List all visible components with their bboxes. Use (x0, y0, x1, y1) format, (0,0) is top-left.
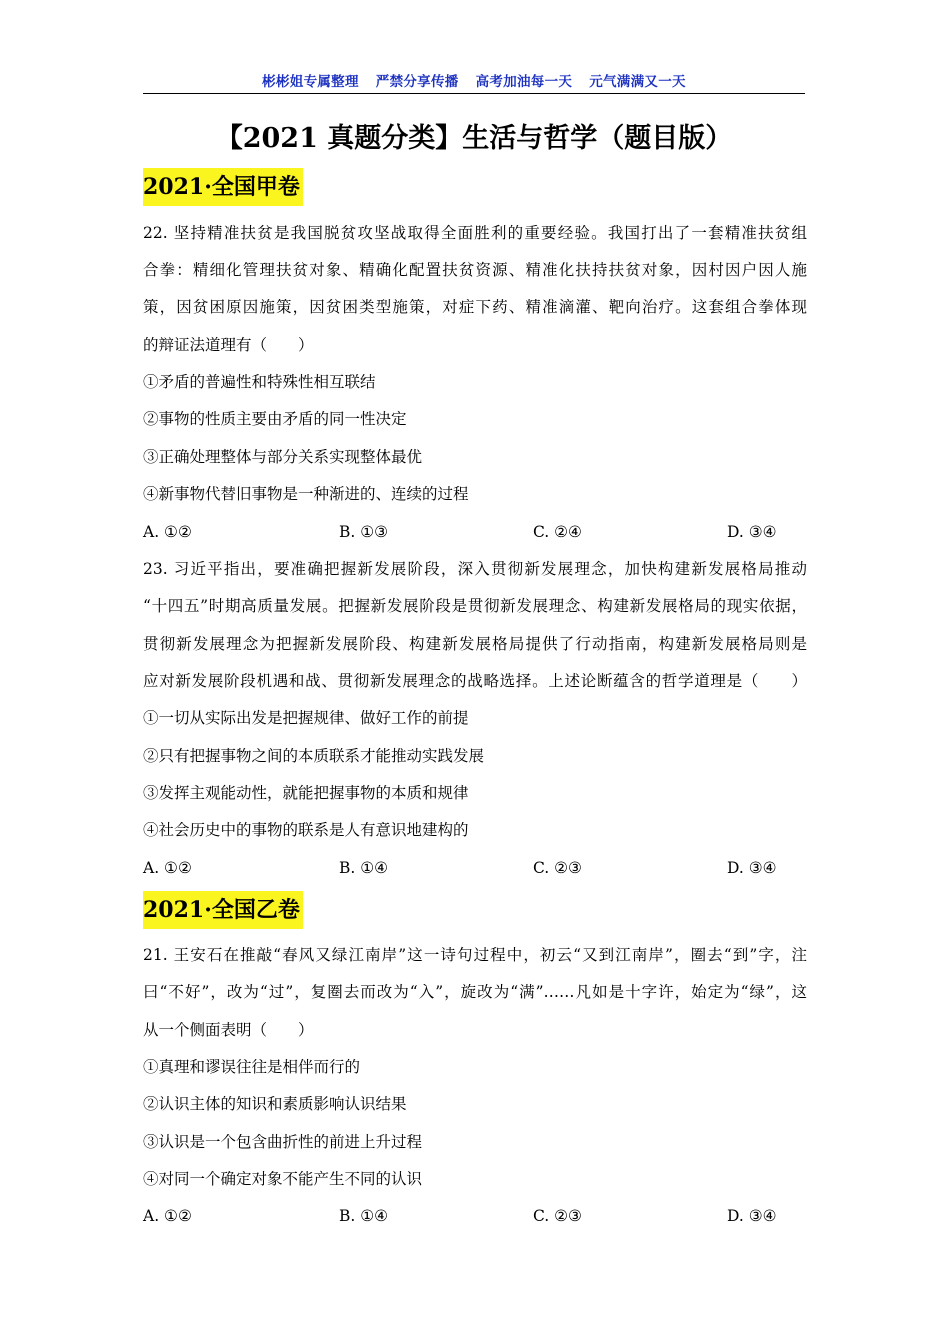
question-21-stem-line: 21. 王安石在推敲“春风又绿江南岸”这一诗句过程中，初云“又到江南岸”，圈去“到”字，注 (143, 946, 807, 964)
header-divider (143, 93, 805, 94)
option-b: B. ①④ (339, 859, 389, 877)
option-d: D. ③④ (727, 859, 777, 877)
question-21-statement: ④对同一个确定对象不能产生不同的认识 (143, 1170, 423, 1188)
header-item: 彬彬姐专属整理 (262, 74, 359, 90)
question-23-statement: ②只有把握事物之间的本质联系才能推动实践发展 (143, 747, 485, 765)
question-21-stem-line: 从一个侧面表明（ ） (143, 1021, 314, 1039)
question-22-options (143, 521, 807, 543)
page-title: 【2021 真题分类】生活与哲学（题目版） (215, 123, 733, 154)
question-21-statement: ②认识主体的知识和素质影响认识结果 (143, 1095, 407, 1113)
page-header (143, 70, 805, 90)
option-a: A. ①② (143, 523, 192, 541)
header-item: 高考加油每一天 (475, 74, 573, 90)
option-b: B. ①④ (339, 1207, 389, 1225)
option-c: C. ②④ (533, 523, 582, 541)
section-heading-jia: 2021·全国甲卷 (143, 168, 303, 206)
question-23-statement: ④社会历史中的事物的联系是人有意识地建构的 (143, 821, 469, 839)
question-22-statement: ④新事物代替旧事物是一种渐进的、连续的过程 (143, 485, 469, 503)
question-23-stem-line: “十四五”时期高质量发展。把握新发展阶段是贯彻新发展理念、构建新发展格局的现实依据， (143, 597, 807, 615)
question-22-stem-line: 22. 坚持精准扶贫是我国脱贫攻坚战取得全面胜利的重要经验。我国打出了一套精准扶贫组 (143, 224, 807, 242)
question-22-statement: ③正确处理整体与部分关系实现整体最优 (143, 448, 423, 466)
question-22-statement: ①矛盾的普遍性和特殊性相互联结 (143, 373, 376, 391)
question-23-stem-line: 贯彻新发展理念为把握新发展阶段、构建新发展格局提供了行动指南，构建新发展格局则是 (143, 635, 807, 653)
question-22-stem-line: 策，因贫困原因施策，因贫困类型施策，对症下药、精准滴灌、靶向治疗。这套组合拳体现 (143, 298, 807, 316)
question-21-options (143, 1205, 807, 1227)
question-23-statement: ③发挥主观能动性，就能把握事物的本质和规律 (143, 784, 469, 802)
option-b: B. ①③ (339, 523, 389, 541)
header-item: 严禁分享传播 (375, 74, 459, 90)
question-22-stem-line: 的辩证法道理有（ ） (143, 336, 314, 354)
question-22-stem-line: 合拳：精细化管理扶贫对象、精确化配置扶贫资源、精准化扶持扶贫对象，因村因户因人施 (143, 261, 807, 279)
question-21-statement: ③认识是一个包含曲折性的前进上升过程 (143, 1133, 423, 1151)
question-21-statement: ①真理和谬误往往是相伴而行的 (143, 1058, 361, 1076)
question-23-statement: ①一切从实际出发是把握规律、做好工作的前提 (143, 709, 469, 727)
option-c: C. ②③ (533, 859, 582, 877)
question-21-stem-line: 曰“不好”，改为“过”，复圈去而改为“入”，旋改为“满”……凡如是十字许，始定为“绿”，这 (143, 983, 807, 1001)
question-22-statement: ②事物的性质主要由矛盾的同一性决定 (143, 410, 407, 428)
option-a: A. ①② (143, 859, 192, 877)
option-d: D. ③④ (727, 1207, 777, 1225)
question-23-options (143, 857, 807, 879)
header-item: 元气满满又一天 (589, 74, 686, 90)
question-23-stem-line: 应对新发展阶段机遇和战、贯彻新发展理念的战略选择。上述论断蕴含的哲学道理是（ ） (143, 672, 807, 690)
option-d: D. ③④ (727, 523, 777, 541)
option-c: C. ②③ (533, 1207, 582, 1225)
section-heading-yi: 2021·全国乙卷 (143, 891, 303, 929)
question-23-stem-line: 23. 习近平指出，要准确把握新发展阶段，深入贯彻新发展理念，加快构建新发展格局推动 (143, 560, 807, 578)
option-a: A. ①② (143, 1207, 192, 1225)
